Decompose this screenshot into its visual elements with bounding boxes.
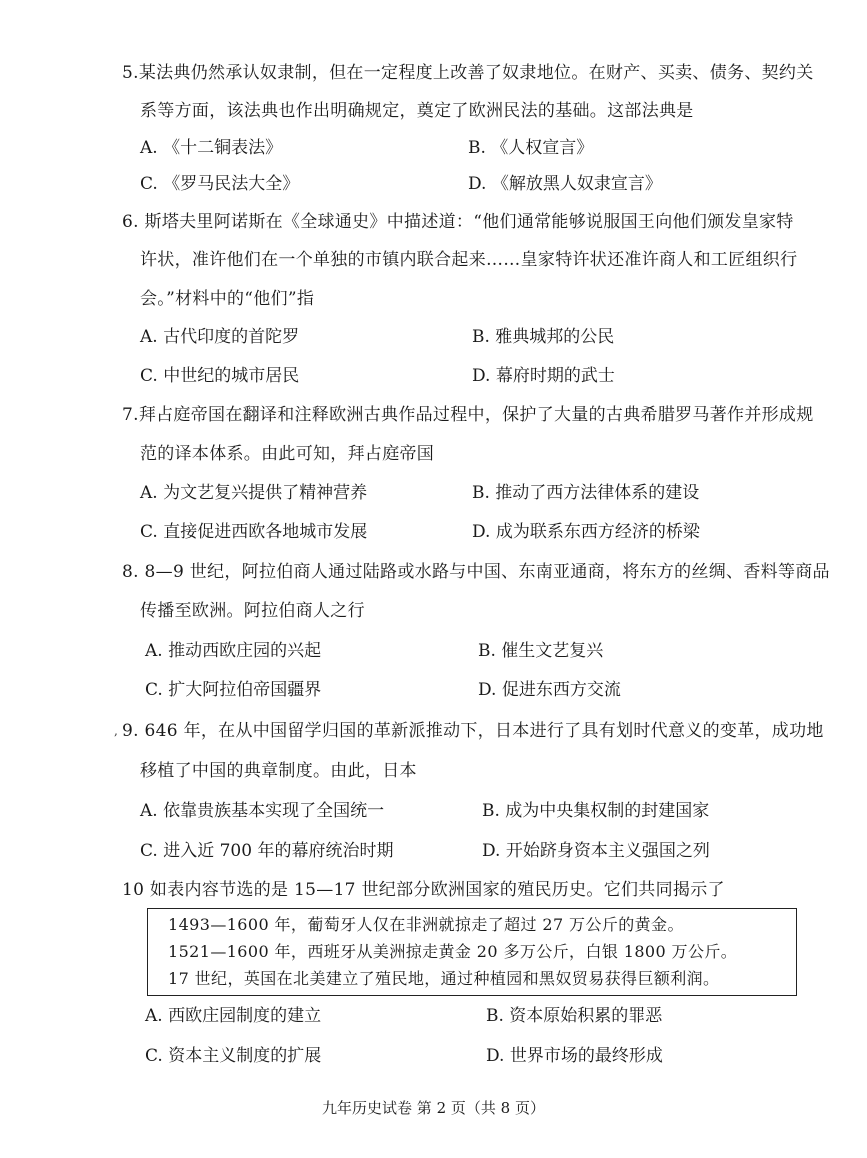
q8-stem-line-2: 传播至欧洲。阿拉伯商人之行 (140, 601, 365, 621)
q5-option-b: B. 《人权宣言》 (468, 138, 594, 158)
q10-option-a: A. 西欧庄园制度的建立 (145, 1006, 322, 1026)
q6-option-d: D. 幕府时期的武士 (472, 366, 615, 386)
q6-option-c: C. 中世纪的城市居民 (140, 366, 300, 386)
q9-option-c: C. 进入近 700 年的幕府统治时期 (140, 841, 394, 861)
scan-mark: , (114, 724, 118, 738)
q7-stem-line-1: 7.拜占庭帝国在翻译和注释欧洲古典作品过程中，保护了大量的古典希腊罗马著作并形成规 (122, 405, 814, 425)
q6-stem-line-2: 许状，准许他们在一个单独的市镇内联合起来……皇家特许状还准许商人和工匠组织行 (140, 250, 798, 270)
q9-stem-line-1: 9. 646 年，在从中国留学归国的革新派推动下，日本进行了具有划时代意义的变革，成功地 (122, 721, 824, 741)
q7-option-a: A. 为文艺复兴提供了精神营养 (140, 483, 368, 503)
page-footer: 九年历史试卷 第 2 页（共 8 页） (322, 1099, 545, 1117)
q6-option-a: A. 古代印度的首陀罗 (140, 327, 300, 347)
colonial-history-table (147, 908, 797, 996)
q5-option-d: D. 《解放黑人奴隶宣言》 (468, 174, 662, 194)
q9-option-a: A. 依靠贵族基本实现了全国统一 (140, 801, 385, 821)
q10-stem-line-1: 10 如表内容节选的是 15—17 世纪部分欧洲国家的殖民历史。它们共同揭示了 (122, 880, 725, 900)
table-row-3: 17 世纪，英国在北美建立了殖民地，通过种植园和黑奴贸易获得巨额利润。 (168, 969, 720, 988)
q7-option-b: B. 推动了西方法律体系的建设 (472, 483, 700, 503)
q9-stem-line-2: 移植了中国的典章制度。由此，日本 (140, 761, 417, 781)
q8-option-b: B. 催生文艺复兴 (478, 641, 604, 661)
q7-option-c: C. 直接促进西欧各地城市发展 (140, 522, 368, 542)
q6-option-b: B. 雅典城邦的公民 (472, 327, 615, 347)
q9-option-b: B. 成为中央集权制的封建国家 (482, 801, 710, 821)
q10-option-d: D. 世界市场的最终形成 (486, 1046, 663, 1066)
q8-option-c: C. 扩大阿拉伯帝国疆界 (145, 680, 322, 700)
q8-option-d: D. 促进东西方交流 (478, 680, 621, 700)
q5-stem-line-1: 5.某法典仍然承认奴隶制，但在一定程度上改善了奴隶地位。在财产、买卖、债务、契约关 (122, 63, 814, 83)
q6-stem-line-1: 6. 斯塔夫里阿诺斯在《全球通史》中描述道：“他们通常能够说服国王向他们颁发皇家特 (122, 212, 794, 232)
q6-stem-line-3: 会。”材料中的“他们”指 (140, 289, 315, 309)
table-row-2: 1521—1600 年，西班牙从美洲掠走黄金 20 多万公斤，白银 1800 万公斤。 (168, 942, 738, 961)
q8-option-a: A. 推动西欧庄园的兴起 (145, 641, 322, 661)
q7-stem-line-2: 范的译本体系。由此可知，拜占庭帝国 (140, 444, 435, 464)
q5-option-c: C. 《罗马民法大全》 (140, 174, 300, 194)
q5-stem-line-2: 系等方面，该法典也作出明确规定，奠定了欧洲民法的基础。这部法典是 (140, 101, 694, 121)
table-row-1: 1493—1600 年，葡萄牙人仅在非洲就掠走了超过 27 万公斤的黄金。 (168, 915, 684, 934)
q8-stem-line-1: 8. 8—9 世纪，阿拉伯商人通过陆路或水路与中国、东南亚通商，将东方的丝绸、香料等商品 (122, 562, 830, 582)
q10-option-c: C. 资本主义制度的扩展 (145, 1046, 322, 1066)
q5-option-a: A. 《十二铜表法》 (140, 138, 283, 158)
q7-option-d: D. 成为联系东西方经济的桥梁 (472, 522, 700, 542)
q9-option-d: D. 开始跻身资本主义强国之列 (482, 841, 710, 861)
q10-option-b: B. 资本原始积累的罪恶 (486, 1006, 663, 1026)
